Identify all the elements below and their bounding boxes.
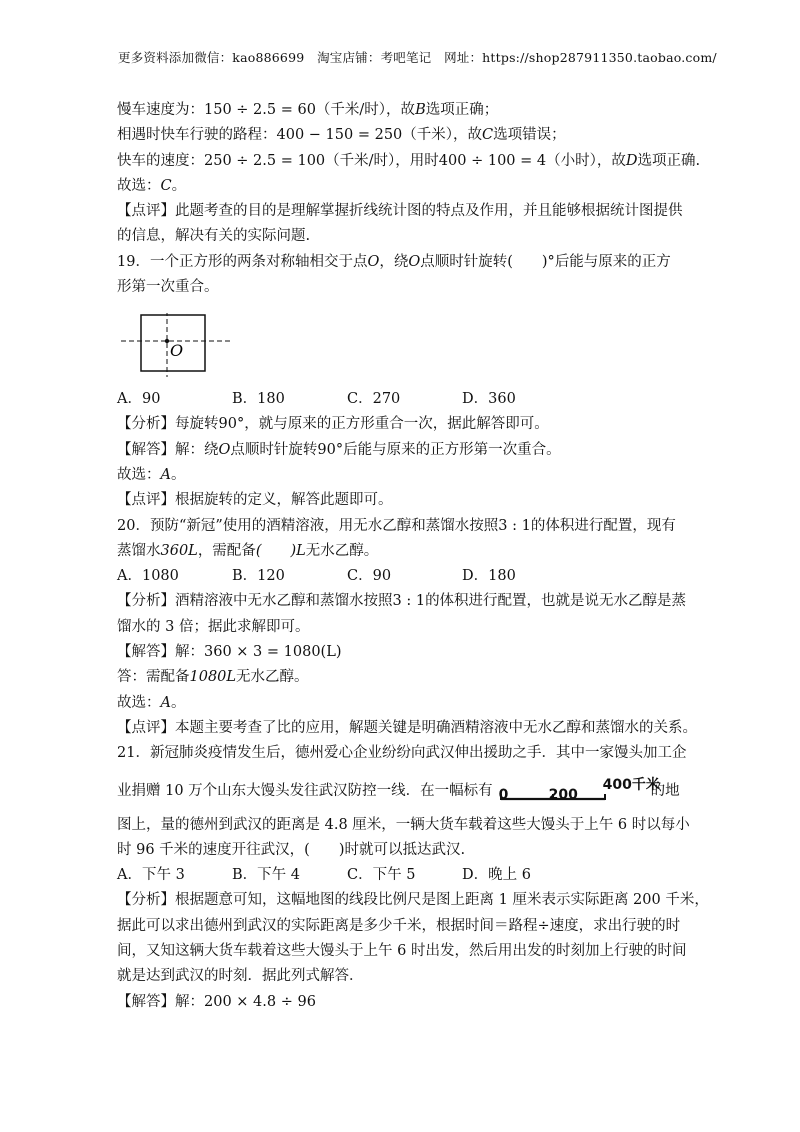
- option-a: A．1080: [117, 568, 179, 585]
- comment-line: 的信息，解决有关的实际问题.: [117, 228, 311, 245]
- analysis-line: 据此可以求出德州到武汉的实际距离是多少千米，根据时间＝路程÷速度，求出行驶的时: [117, 917, 681, 934]
- square-rotation-figure: [121, 313, 241, 377]
- analysis-line: 馏水的 3 倍；据此求解即可。: [117, 618, 310, 635]
- question-21-stem: 时 96 千米的速度开往武汉，( )时就可以抵达武汉.: [117, 841, 466, 858]
- analysis-line: 间，又知这辆大货车载着这些大馒头于上午 6 时出发，然后用出发的时刻加上行驶的时间: [117, 943, 687, 960]
- question-21-stem: 图上，量的德州到武汉的距离是 4.8 厘米，一辆大货车载着这些大馒头于上午 6 时以每小: [117, 816, 690, 833]
- comment-line: 【点评】根据旋转的定义，解答此题即可。: [117, 492, 393, 509]
- map-scale-bar: [497, 777, 660, 805]
- question-19-options: [117, 387, 687, 411]
- analysis-line: 就是达到武汉的时刻．据此列式解答．: [117, 968, 364, 985]
- option-c: C．下午 5: [347, 867, 416, 884]
- answer-line: 故选：C。: [117, 177, 187, 194]
- comment-line: 【点评】此题考查的目的是理解掌握折线统计图的特点及作用，并且能够根据统计图提供: [117, 203, 683, 220]
- square-diagram: [121, 313, 241, 377]
- solution-line: 答：需配备1080L无水乙醇。: [117, 669, 309, 686]
- analysis-line: 【分析】根据题意可知，这幅地图的线段比例尺是图上距离 1 厘米表示实际距离 200 千米，: [117, 892, 709, 909]
- center-point: [165, 339, 169, 343]
- scale-label-200: 200: [548, 787, 578, 804]
- option-c: C．270: [347, 391, 401, 408]
- option-a: A．下午 3: [117, 867, 185, 884]
- option-d: D．360: [462, 391, 516, 408]
- solution-line: 【解答】解：绕O点顺时针旋转90°后能与原来的正方形第一次重合。: [117, 441, 561, 458]
- scale-label-400: 400千米: [602, 777, 660, 794]
- answer-line: 故选：A。: [117, 466, 186, 483]
- document-body: [117, 98, 709, 1015]
- option-d: D．晚上 6: [462, 867, 531, 884]
- scale-line: [497, 777, 647, 805]
- question-20-stem: 20．预防“新冠”使用的酒精溶液，用无水乙醇和蒸馏水按照3 : 1的体积进行配置，现有: [117, 517, 676, 534]
- option-b: B．120: [232, 568, 285, 585]
- option-c: C．90: [347, 568, 392, 585]
- analysis-line: 【分析】酒精溶液中无水乙醇和蒸馏水按照3 : 1的体积进行配置，也就是说无水乙醇是蒸: [117, 593, 687, 610]
- question-21-options: [117, 863, 687, 887]
- scale-label-0: 0: [498, 787, 509, 804]
- question-21-stem: 业捐赠 10 万个山东大馒头发往武汉防控一线．在一幅标有 0 200 400千米 的地: [117, 771, 687, 811]
- answer-line: 故选：A。: [117, 694, 186, 711]
- option-d: D．180: [462, 568, 516, 585]
- question-20-stem: 蒸馏水360L，需配备( )L无水乙醇。: [117, 542, 379, 559]
- text-line: 快车的速度：250 ÷ 2.5 = 100（千米/时），用时400 ÷ 100 = 4（小时），故D选项正确.: [117, 152, 701, 169]
- comment-line: 【点评】本题主要考查了比的应用，解题关键是明确酒精溶液中无水乙醇和蒸馏水的关系。: [117, 719, 697, 736]
- solution-line: 【解答】解：200 × 4.8 ÷ 96: [117, 993, 316, 1010]
- text-line: 相遇时快车行驶的路程：400 − 150 = 250（千米），故C选项错误；: [117, 127, 566, 144]
- analysis-line: 【分析】每旋转90°，就与原来的正方形重合一次，据此解答即可。: [117, 416, 549, 433]
- text-line: 慢车速度为：150 ÷ 2.5 = 60（千米/时），故B选项正确；: [117, 102, 499, 118]
- option-b: B．下午 4: [232, 867, 300, 884]
- page-header: 更多资料添加微信：kao886699 淘宝店铺：考吧笔记 网址：https://shop287911350.taobao.com/: [118, 50, 717, 65]
- question-19-stem: 19．一个正方形的两条对称轴相交于点O，绕O点顺时针旋转( )°后能与原来的正方: [117, 253, 671, 270]
- question-19-stem: 形第一次重合。: [117, 279, 219, 296]
- question-20-options: [117, 564, 687, 588]
- option-a: A．90: [117, 391, 161, 408]
- question-21-stem: 21．新冠肺炎疫情发生后，德州爱心企业纷纷向武汉伸出援助之手．其中一家馒头加工企: [117, 745, 687, 762]
- option-b: B．180: [232, 391, 285, 408]
- solution-line: 【解答】解：360 × 3 = 1080(L): [117, 644, 342, 661]
- center-label: O: [170, 341, 184, 361]
